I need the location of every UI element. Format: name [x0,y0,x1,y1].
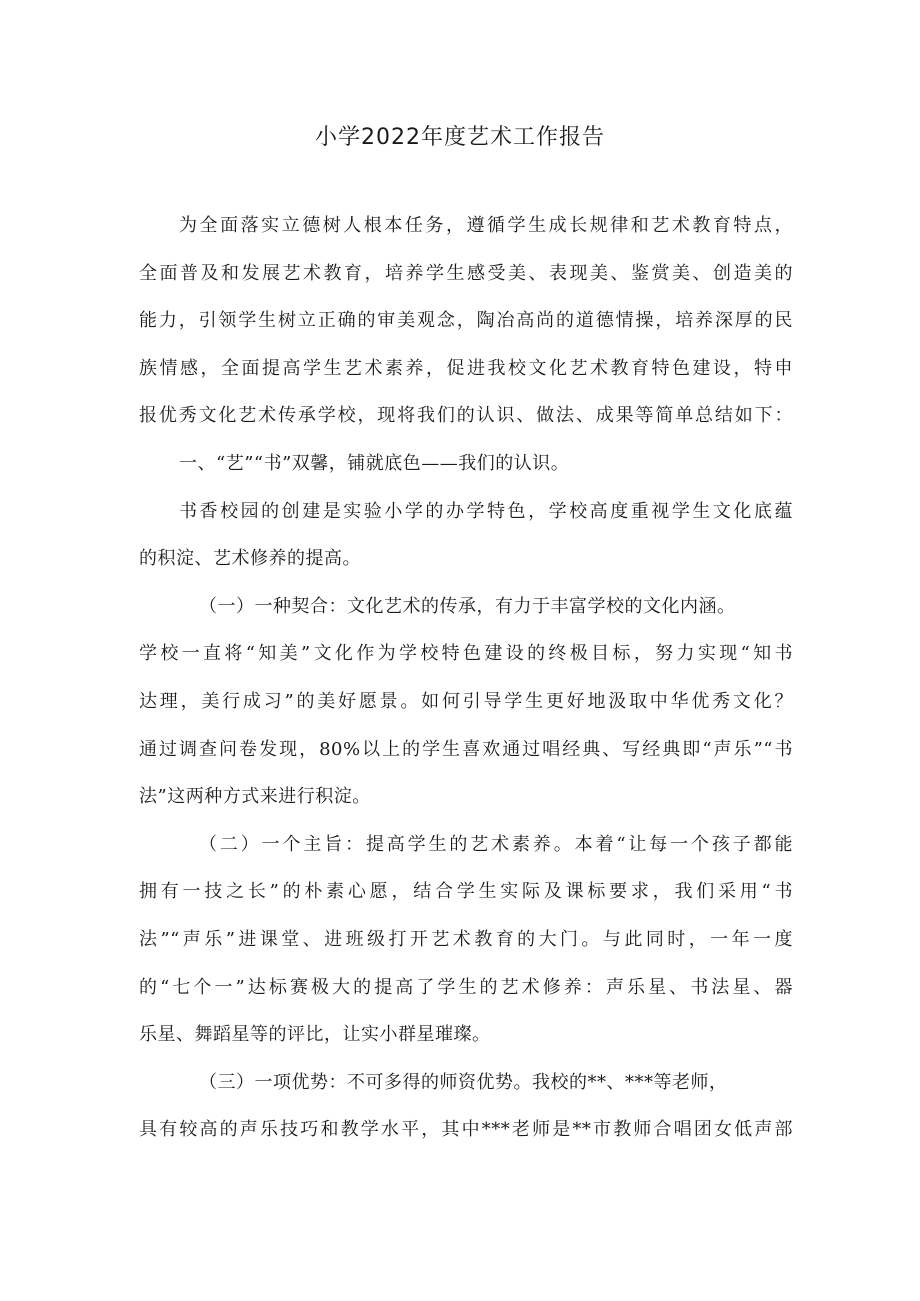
paragraph-line: 拥有一技之长”的朴素心愿，结合学生实际及课标要求，我们采用“书 [139,881,793,903]
paragraph-line: 为全面落实立德树人根本任务，遵循学生成长规律和艺术教育特点， [179,215,793,236]
subsection-heading: （二）一个主旨：提高学生的艺术素养。本着“让每一个孩子都能 [199,833,793,855]
paragraph-line: 的积淀、艺术修养的提高。 [139,548,361,570]
paragraph-line: 族情感，全面提高学生艺术素养，促进我校文化艺术教育特色建设，特申 [139,357,793,379]
subsection-heading: （三）一项优势：不可多得的师资优势。我校的**、***等老师， [199,1071,728,1093]
paragraph-line: 法”“声乐”进课堂、进班级打开艺术教育的大门。与此同时，一年一度 [139,928,793,950]
paragraph-line: 的“七个一”达标赛极大的提高了学生的艺术修养：声乐星、书法星、器 [139,976,793,998]
subsection-heading: （一）一种契合：文化艺术的传承，有力于丰富学校的文化内涵。 [199,595,736,617]
paragraph-line: 法”这两种方式来进行积淀。 [139,786,371,808]
paragraph-line: 学校一直将“知美”文化作为学校特色建设的终极目标，努力实现“知书 [139,643,793,665]
paragraph-line: 报优秀文化艺术传承学校，现将我们的认识、做法、成果等简单总结如下： [139,405,793,427]
document-title: 小学2022年度艺术工作报告 [315,125,605,150]
paragraph-line: 全面普及和发展艺术教育，培养学生感受美、表现美、鉴赏美、创造美的 [139,262,793,284]
paragraph-line: 书香校园的创建是实验小学的办学特色，学校高度重视学生文化底蕴 [179,500,793,522]
paragraph-line: 乐星、舞蹈星等的评比，让实小群星璀璨。 [139,1024,491,1046]
paragraph-line: 通过调查问卷发现，80%以上的学生喜欢通过唱经典、写经典即“声乐”“书 [139,738,793,760]
paragraph-line: 能力，引领学生树立正确的审美观念，陶冶高尚的道德情操，培养深厚的民 [139,310,793,332]
paragraph-line: 达理，美行成习”的美好愿景。如何引导学生更好地汲取中华优秀文化？ [139,690,793,712]
paragraph-line: 具有较高的声乐技巧和教学水平，其中***老师是**市教师合唱团女低声部 [139,1119,793,1141]
section-heading: 一、“艺”“书”双馨，铺就底色——我们的认识。 [179,452,570,474]
document-body [139,211,793,1163]
